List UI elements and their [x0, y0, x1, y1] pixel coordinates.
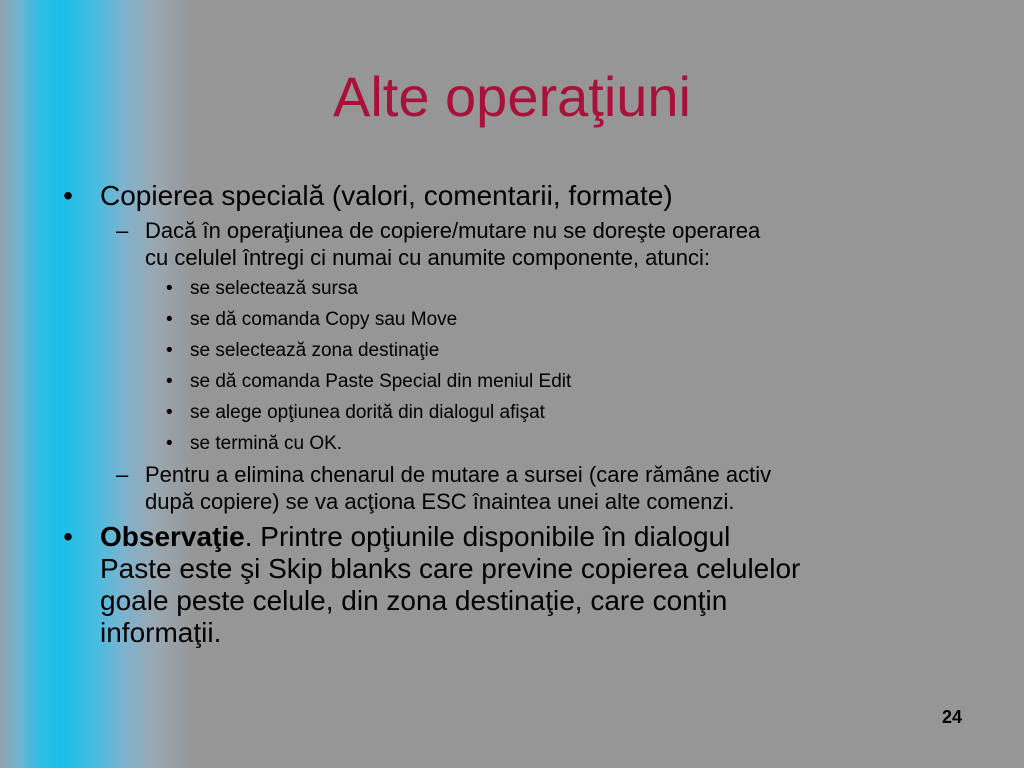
bullet-text: . Printre opţiunile disponibile în dialogul	[244, 521, 731, 552]
dash-marker: –	[116, 218, 129, 243]
bullet-copierea-speciala	[58, 180, 978, 212]
list-item-text: se selectează zona destinaţie	[190, 340, 440, 361]
subbullet-pentru	[58, 461, 978, 515]
subbullet-line: după copiere) se va acţiona ESC înaintea unei alte comenzi.	[145, 489, 735, 514]
steps-list	[58, 273, 978, 459]
bullet-dot: •	[166, 340, 173, 361]
bullet-dot: •	[166, 371, 173, 392]
list-item-text: se alege opţiunea dorită din dialogul afişat	[190, 402, 545, 423]
slide-title: Alte operaţiuni	[332, 65, 691, 128]
bullet-dot: •	[166, 433, 173, 454]
bullet-dot: •	[166, 309, 173, 330]
bullet-dot: •	[166, 402, 173, 423]
list-item	[58, 366, 978, 397]
observatie-label: Observaţie	[100, 521, 245, 552]
list-item	[58, 397, 978, 428]
bullet-dot: •	[63, 521, 73, 552]
list-item-text: se dă comanda Paste Special din meniul Edit	[190, 371, 572, 392]
bullet-text: goale peste celule, din zona destinaţie, care conţin	[100, 585, 728, 616]
subbullet-line: cu celulel întregi ci numai cu anumite componente, atunci:	[145, 245, 710, 270]
bullet-dot: •	[166, 278, 173, 299]
subbullet-line: Pentru a elimina chenarul de mutare a sursei (care rămâne activ	[145, 462, 772, 487]
list-item-text: se termină cu OK.	[190, 433, 343, 454]
bullet-text: Paste este şi Skip blanks care previne copierea celulelor	[100, 553, 801, 584]
dash-marker: –	[116, 462, 129, 487]
bullet-text: Copierea specială (valori, comentarii, formate)	[100, 180, 673, 211]
bullet-text: informaţii.	[100, 617, 222, 648]
subbullet-daca	[58, 217, 978, 271]
bullet-dot: •	[63, 180, 73, 211]
slide-content	[58, 180, 978, 649]
list-item	[58, 428, 978, 459]
bullet-observatie	[58, 521, 978, 649]
list-item	[58, 273, 978, 304]
list-item-text: se dă comanda Copy sau Move	[190, 309, 458, 330]
list-item	[58, 304, 978, 335]
list-item	[58, 335, 978, 366]
subbullet-line: Dacă în operaţiunea de copiere/mutare nu se doreşte operarea	[145, 218, 761, 243]
page-number: 24	[941, 707, 962, 727]
list-item-text: se selectează sursa	[190, 278, 358, 299]
